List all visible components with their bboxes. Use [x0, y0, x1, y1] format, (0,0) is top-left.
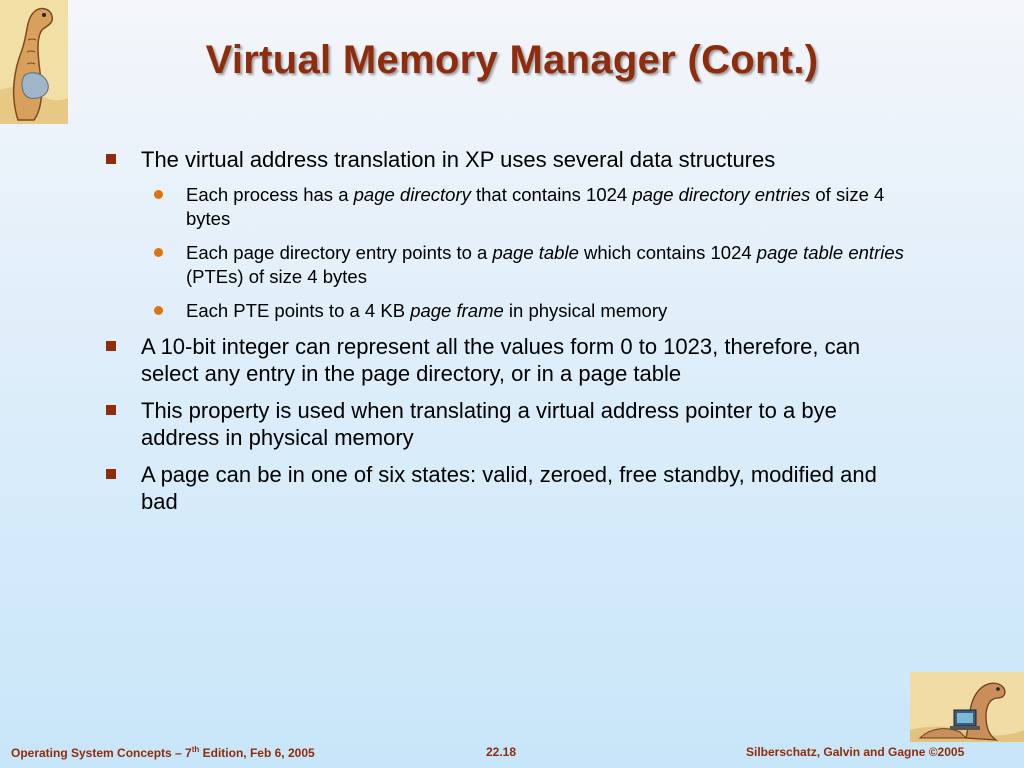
sub-bullet-text: which contains 1024: [578, 242, 757, 263]
bullet-item: [104, 397, 904, 451]
bullet-text: The virtual address translation in XP uses several data structures: [141, 147, 776, 172]
square-bullet-icon: [106, 341, 116, 351]
square-bullet-icon: [106, 154, 116, 164]
footer-text: Edition, Feb 6, 2005: [199, 746, 315, 760]
bullet-text: A 10-bit integer can represent all the values form 0 to 1023, therefore, can select any entry in the page directory, or in a page table: [141, 334, 861, 386]
round-bullet-icon: [154, 248, 163, 257]
bullet-item: [104, 461, 904, 515]
footer-authors: Silberschatz, Galvin and Gagne ©2005: [746, 745, 965, 759]
sub-bullet-item: [104, 183, 904, 231]
dinosaur-laptop-icon: [910, 672, 1024, 742]
sub-bullet-emphasis: page table: [492, 242, 579, 263]
sub-bullet-emphasis: page directory entries: [632, 184, 811, 205]
bullet-text: A page can be in one of six states: valid, zeroed, free standby, modified and bad: [141, 462, 877, 514]
sub-bullet-text: Each process has a: [186, 184, 354, 205]
sub-bullet-text: of size 4 bytes: [186, 184, 885, 229]
square-bullet-icon: [106, 469, 116, 479]
slide-body: [104, 146, 904, 525]
sub-bullet-text: Each page directory entry points to a: [186, 242, 493, 263]
sub-bullet-text: that contains 1024: [470, 184, 633, 205]
sub-bullet-item: [104, 241, 904, 289]
bullet-text: This property is used when translating a virtual address pointer to a bye address in physical memory: [141, 398, 837, 450]
footer-superscript: th: [191, 745, 200, 754]
sub-bullet-text: Each PTE points to a 4 KB: [186, 300, 411, 321]
round-bullet-icon: [154, 190, 163, 199]
sub-bullet-emphasis: page table entries: [756, 242, 904, 263]
sub-bullet-emphasis: page directory: [353, 184, 471, 205]
footer-course-label: [11, 745, 315, 760]
sub-bullet-emphasis: page frame: [410, 300, 504, 321]
bullet-item: [104, 333, 904, 387]
round-bullet-icon: [154, 306, 163, 315]
sub-bullet-list: [104, 183, 904, 323]
sub-bullet-item: [104, 299, 904, 323]
sub-bullet-text: (PTEs) of size 4 bytes: [186, 266, 367, 287]
slide-number: 22.18: [486, 745, 517, 759]
slide-title: Virtual Memory Manager (Cont.): [205, 38, 819, 82]
bullet-item: [104, 146, 904, 173]
sub-bullet-text: in physical memory: [503, 300, 668, 321]
square-bullet-icon: [106, 405, 116, 415]
footer-text: Operating System Concepts – 7: [11, 746, 192, 760]
